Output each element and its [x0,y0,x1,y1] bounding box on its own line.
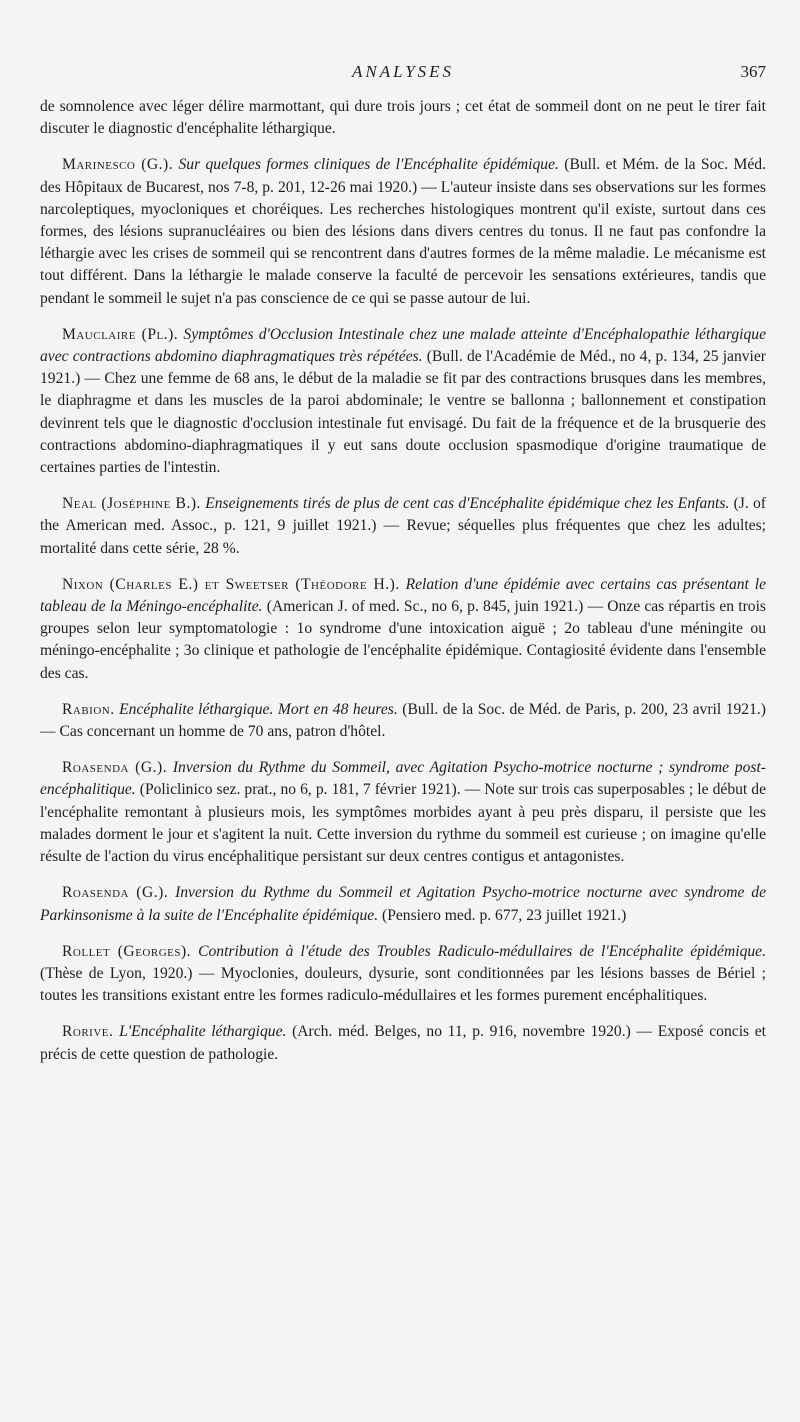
entry-author: Rollet (Georges). [62,942,192,960]
entry-title: Relation d'une épidémie avec certains cas présentant le tableau de la Méningo-encéphalite. [40,575,766,616]
entry-title: Symptômes d'Occlusion Intestinale chez une malade atteinte d'Encéphalopathie léthargique avec contractions abdomino diaphragmatiques très répétées. [40,325,767,366]
entry-rabion [40,699,766,743]
entry-body: (Thèse de Lyon, 1920.) — Myoclonies, douleurs, dysurie, sont conditionnées par les lésions basses de Bériel ; toutes les transitions existant entre les formes radiculo-médullaires et les formes purement encéphalitiques. [40,964,766,1005]
entry-title: Sur quelques formes cliniques de l'Encéphalite épidémique. [178,156,559,174]
entry-title: L'Encéphalite léthargique. [119,1023,287,1041]
entry-author: Rabion. [62,700,115,718]
entry-title: Contribution à l'étude des Troubles Radiculo-médullaires de l'Encéphalite épidémique. [198,942,766,960]
entry-rorive [40,1021,766,1065]
entries-list [40,154,766,1065]
page-header [40,62,766,86]
entry-body: (Pensiero med. p. 677, 23 juillet 1921.) [382,906,627,924]
entry-author: Roasenda (G.). [62,884,169,902]
page-number: 367 [740,62,766,81]
entry-title: Inversion du Rythme du Sommeil, avec Agitation Psycho-motrice nocturne ; syndrome post-encéphalitique. [40,759,766,799]
document-page [40,62,766,1080]
entry-rollet [40,941,766,1008]
entry-author: Neal (Joséphine B.). [62,495,201,513]
entry-body: (J. of the American med. Assoc., p. 121, 9 juillet 1921.) — Revue; séquelles plus fréquentes que chez les adultes; mortalité dans cette série, 28 %. [40,495,766,557]
entry-body: (Policlinico sez. prat., no 6, p. 181, 7 février 1921). — Note sur trois cas superposables ; le début de l'encéphalite remontant à plusieurs mois, les symptômes morbides ayant à peu près disparu, il persiste que les malades dorment le jour et s'agitent la nuit. Cette inversion du rythme du sommeil est curieuse ; on imagine qu'elle résulte de l'action du virus encéphalitique persistant sur deux centres contigus et antagonistes. [40,781,766,866]
entry-body: (American J. of med. Sc., no 6, p. 845, juin 1921.) — Onze cas répartis en trois groupes selon leur symptomatologie : 1o syndrome d'une intoxication aiguë ; 2o tableau d'une méningite ou méningo-encéphalite ; 3o clinique et pathologie de l'encéphalite épidémique. Contagiosité évidente dans l'ensemble des cas. [40,598,767,682]
entry-neal [40,493,766,560]
entry-title: Encéphalite léthargique. Mort en 48 heures. [119,700,398,718]
entry-author: Mauclaire (Pl.). [62,325,179,343]
entry-marinesco [40,154,766,309]
continuation-paragraph: de somnolence avec léger délire marmottant, qui dure trois jours ; cet état de sommeil dont on ne peut le tirer fait discuter le diagnostic d'encéphalite léthargique. [40,98,766,138]
entry-author: Roasenda (G.). [62,759,168,777]
entry-nixon-sweetser [40,574,766,685]
entry-body: (Bull. de la Soc. de Méd. de Paris, p. 200, 23 avril 1921.) — Cas concernant un homme de 70 ans, patron d'hôtel. [40,700,766,741]
entry-body: (Bull. de l'Académie de Méd., no 4, p. 134, 25 janvier 1921.) — Chez une femme de 68 ans, le début de la maladie se fit par des contractions brusques dans les membres, le diaphragme et dans les muscles de la paroi abdominale; le ventre se ballonna ; ballonnement et constipation devinrent tels que le diagnostic d'occlusion intestinale fut envisagé. Du fait de la fréquence et de la brusquerie des contractions abdomino-diaphragmatiques il y eut sans doute occlusion spasmodique d'origine traumatique de certaines parties de l'intestin. [40,348,766,477]
entry-body: (Arch. méd. Belges, no 11, p. 916, novembre 1920.) — Exposé concis et précis de cette question de pathologie. [40,1023,766,1063]
entry-author: Rorive. [62,1023,114,1041]
entry-author: Nixon (Charles E.) et Sweetser (Théodore H.). [62,575,400,593]
entry-mauclaire [40,324,766,479]
running-title: ANALYSES [351,62,455,81]
entry-author: Marinesco (G.). [62,156,174,174]
entry-roasenda-2 [40,882,766,926]
entry-title: Inversion du Rythme du Sommeil et Agitation Psycho-motrice nocturne avec syndrome de Parkinsonisme à la suite de l'Encéphalite épidémique. [40,884,766,924]
entry-body: (Bull. et Mém. de la Soc. Méd. des Hôpitaux de Bucarest, nos 7-8, p. 201, 12-26 mai 1920.) — L'auteur insiste dans ses observations sur les formes narcoleptiques, myocloniques et choréiques. Les recherches histologiques montrent qu'il existe, surtout dans ces formes, des lésions supranucléaires ou bien des lésions dans divers centres du tonus. Il ne faut pas confondre la léthargie avec les crises de sommeil qui se rencontrent dans d'autres formes de la même maladie. Le mécanisme est tout différent. Dans la léthargie le malade conserve la faculté de percevoir les sensations extérieures, tandis que pendant le sommeil le sujet n'a pas conscience de ce qui se passe autour de lui. [40,156,766,307]
entry-roasenda-1 [40,757,766,868]
entry-title: Enseignements tirés de plus de cent cas d'Encéphalite épidémique chez les Enfants. [205,495,730,513]
